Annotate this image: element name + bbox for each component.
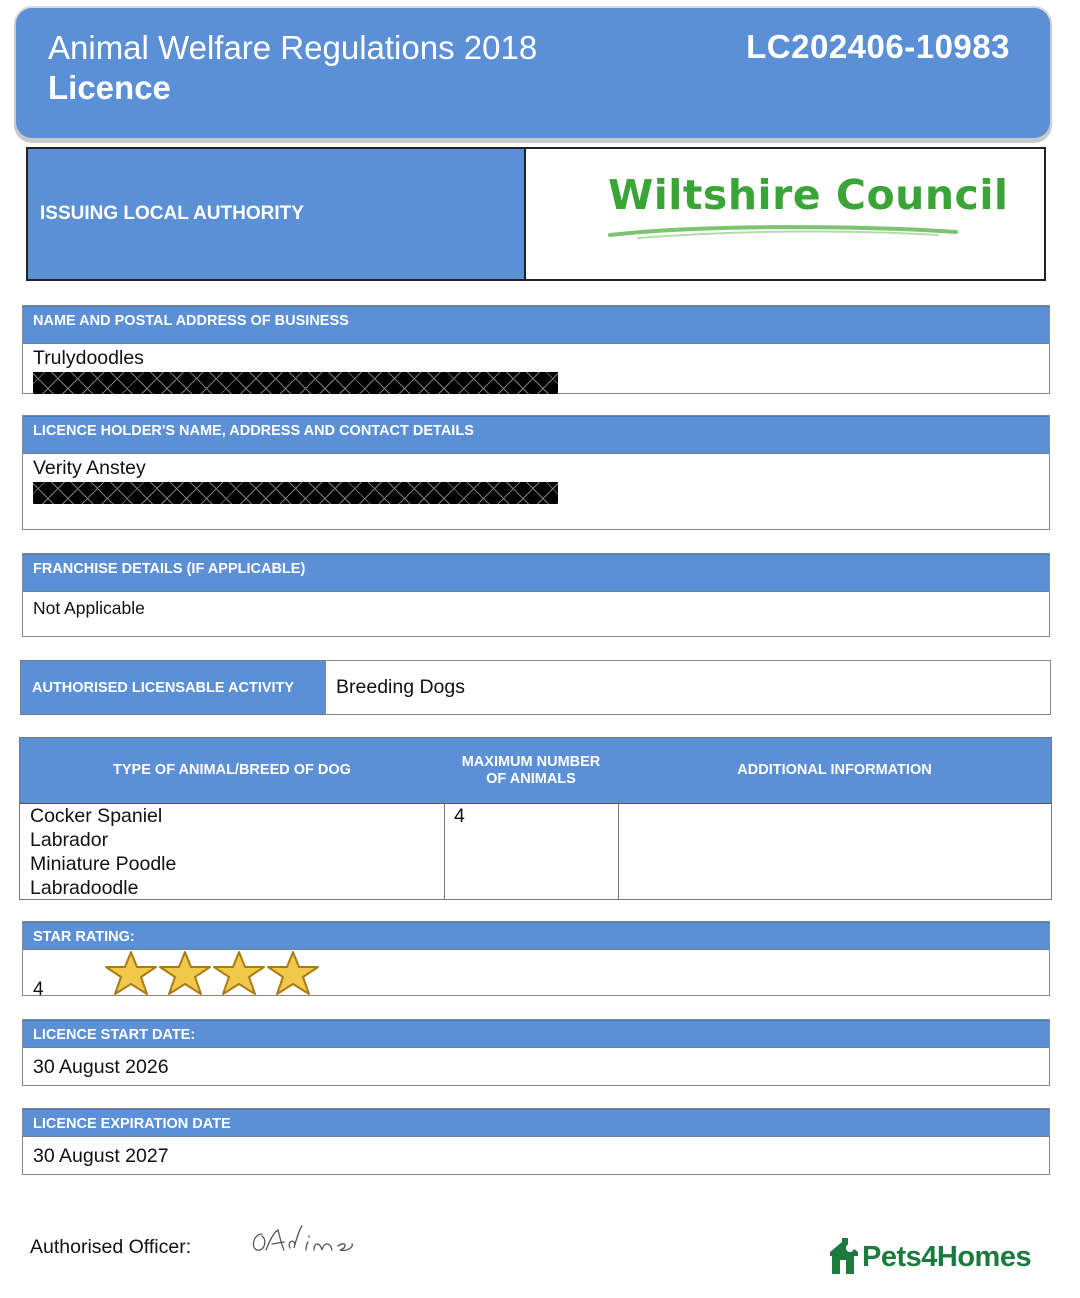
holder-name: Verity Anstey bbox=[33, 457, 146, 479]
expiry-date-label: LICENCE EXPIRATION DATE bbox=[23, 1109, 1049, 1137]
licence-title bbox=[48, 28, 537, 108]
franchise-section bbox=[22, 553, 1050, 637]
breed-item: Cocker Spaniel bbox=[30, 805, 163, 827]
redacted-address bbox=[33, 372, 558, 394]
issuing-authority-label: ISSUING LOCAL AUTHORITY bbox=[26, 147, 526, 281]
breed-column-header: TYPE OF ANIMAL/BREED OF DOG bbox=[20, 738, 444, 804]
officer-signature bbox=[248, 1220, 358, 1260]
licence-reference-number: LC202406-10983 bbox=[746, 28, 1010, 65]
star-icon bbox=[103, 950, 159, 996]
max-number-header-line: MAXIMUM NUMBER bbox=[461, 753, 601, 770]
franchise-value: Not Applicable bbox=[33, 598, 145, 618]
council-logo bbox=[524, 147, 1046, 281]
max-number-value: 4 bbox=[454, 805, 465, 827]
council-swoosh-icon bbox=[608, 223, 958, 241]
max-number-column-header bbox=[444, 738, 618, 804]
star-rating-section bbox=[22, 921, 1050, 1000]
expiry-date-value: 30 August 2027 bbox=[33, 1145, 169, 1167]
licence-title-regulations: Animal Welfare Regulations 2018 bbox=[48, 29, 538, 66]
start-date-label: LICENCE START DATE: bbox=[23, 1020, 1049, 1048]
breed-column bbox=[20, 738, 445, 899]
redacted-contact-details bbox=[33, 482, 558, 504]
pets4homes-logo bbox=[828, 1238, 1031, 1276]
activity-value: Breeding Dogs bbox=[325, 660, 1051, 715]
breed-item: Labradoodle bbox=[30, 877, 139, 899]
pets4homes-brand-text: Pets4Homes bbox=[862, 1240, 1032, 1273]
start-date-section bbox=[22, 1019, 1050, 1086]
start-date-value: 30 August 2026 bbox=[33, 1056, 169, 1078]
animals-table bbox=[19, 737, 1052, 900]
licence-title-type: Licence bbox=[48, 69, 171, 106]
max-number-header-line: OF ANIMALS bbox=[486, 770, 576, 787]
additional-info-column bbox=[618, 738, 1051, 899]
breed-item: Miniature Poodle bbox=[30, 853, 177, 875]
business-name: Trulydoodles bbox=[33, 347, 144, 369]
holder-section-label: LICENCE HOLDER'S NAME, ADDRESS AND CONTACT DETAILS bbox=[23, 416, 1049, 454]
council-logo-text: Wiltshire Council bbox=[608, 171, 1009, 219]
holder-section bbox=[22, 415, 1050, 530]
star-icon bbox=[157, 950, 213, 996]
franchise-section-label: FRANCHISE DETAILS (IF APPLICABLE) bbox=[23, 554, 1049, 592]
additional-info-column-header: ADDITIONAL INFORMATION bbox=[618, 738, 1051, 804]
star-rating-stars bbox=[103, 950, 319, 1002]
business-section bbox=[22, 305, 1050, 394]
max-number-column bbox=[444, 738, 619, 899]
star-rating-label: STAR RATING: bbox=[23, 922, 1049, 950]
star-rating-value: 4 bbox=[33, 979, 44, 1000]
licence-header-banner bbox=[16, 8, 1050, 138]
pets4homes-house-icon bbox=[828, 1238, 860, 1276]
breed-item: Labrador bbox=[30, 829, 109, 851]
activity-label: AUTHORISED LICENSABLE ACTIVITY bbox=[20, 660, 326, 715]
star-icon bbox=[211, 950, 267, 996]
authorised-officer-label: Authorised Officer: bbox=[30, 1236, 192, 1258]
star-icon bbox=[265, 950, 321, 996]
expiry-date-section bbox=[22, 1108, 1050, 1175]
business-section-label: NAME AND POSTAL ADDRESS OF BUSINESS bbox=[23, 306, 1049, 344]
breed-list bbox=[30, 804, 438, 900]
